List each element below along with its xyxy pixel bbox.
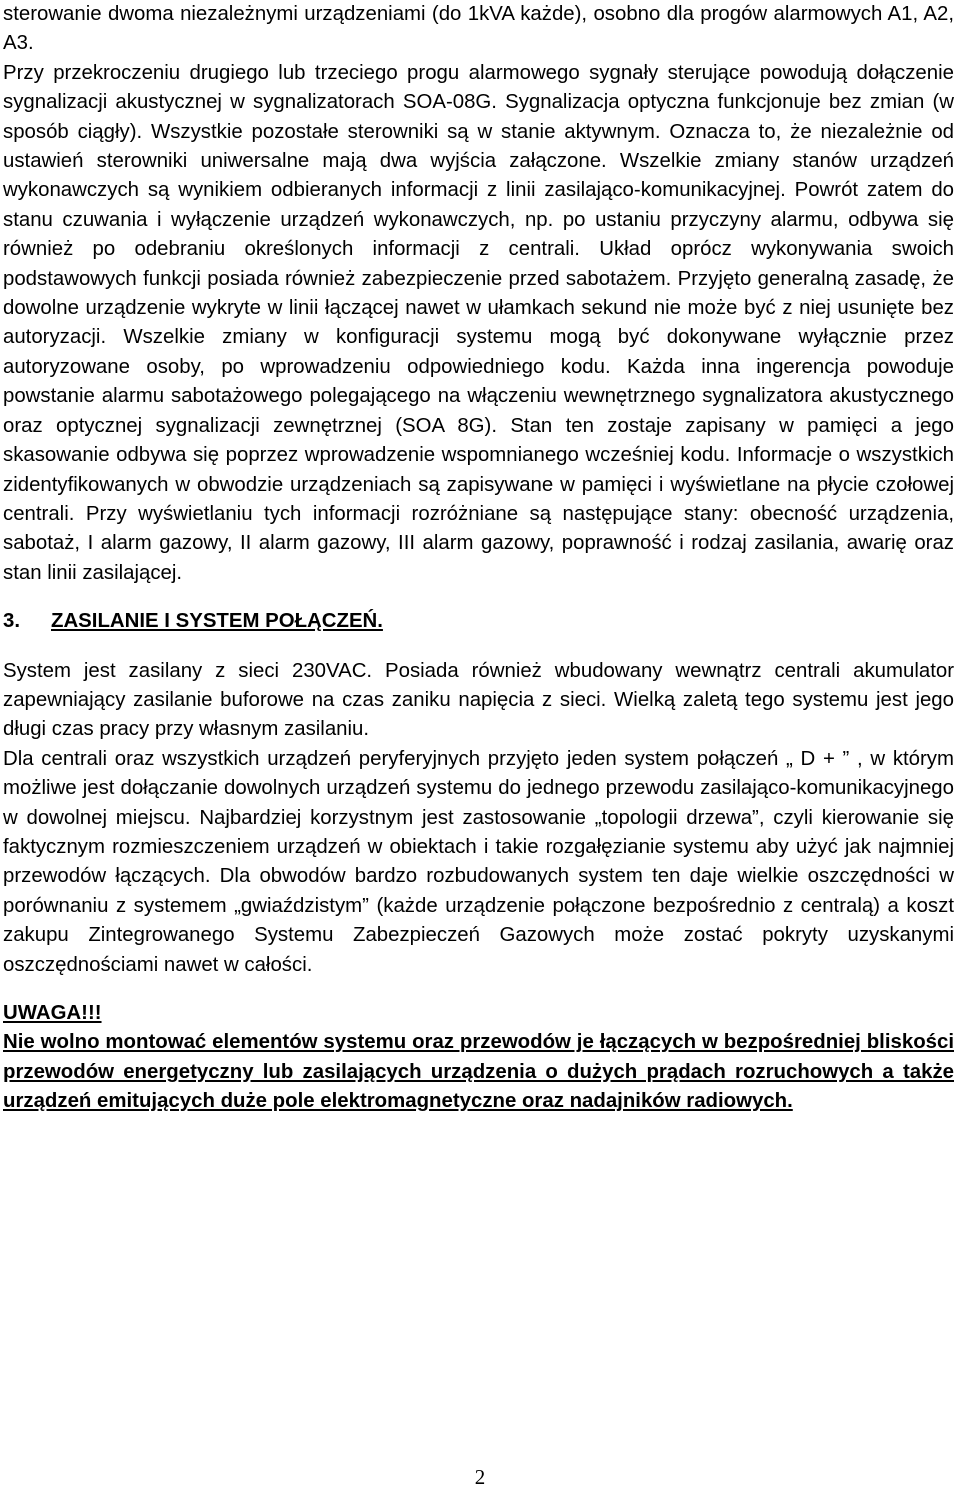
- paragraph-intro: sterowanie dwoma niezależnymi urządzeniami (do 1kVA każde), osobno dla progów alarmowych A1, A2, A3.: [3, 3, 954, 55]
- section-title: ZASILANIE I SYSTEM POŁĄCZEŃ.: [51, 610, 383, 633]
- section-heading: [3, 607, 954, 636]
- warning-title: UWAGA!!!: [3, 1002, 102, 1024]
- page-number: 2: [474, 1465, 486, 1489]
- document-page: [3, 0, 954, 1117]
- paragraph-connection-system: Dla centrali oraz wszystkich urządzeń peryferyjnych przyjęto jeden system połączeń „ D + ” , w którym możliwe jest dołączanie dowolnych urządzeń systemu do jednego przewodu zasilająco-komunikacyjnego w dowolnej miejscu. Najbardziej korzystnym jest zastosowanie „topologii drzewa”, czyli kierowanie się faktycznym rozmieszczeniem urządzeń w obiektach i takie rozgałęzianie systemu aby użyć jak najmniej przewodów łączących. Dla obwodów bardzo rozbudowanych system ten daje wielkie oszczędności w porównaniu z systemem „gwiaździstym” (każde urządzenie połączone bezpośrednio z centralą) a koszt zakupu Zintegrowanego Systemu Zabezpieczeń Gazowych może zostać pokryty uzyskanymi oszczędnościami nawet w całości.: [3, 747, 954, 976]
- paragraph-power-supply: System jest zasilany z sieci 230VAC. Posiada również wbudowany wewnątrz centrali akumulator zapewniający zasilanie buforowe na czas zaniku napięcia z sieci. Wielką zaletą tego systemu jest jego długi czas pracy przy własnym zasilaniu.: [3, 659, 954, 741]
- warning-text: Nie wolno montować elementów systemu oraz przewodów je łączących w bezpośredniej bliskości przewodów energetyczny lub zasilających urządzenia o dużych prądach rozruchowych a także urządzeń emitujących duże pole elektromagnetyczne oraz nadajników radiowych.: [3, 1031, 954, 1113]
- paragraph-alarm-description: Przy przekroczeniu drugiego lub trzeciego progu alarmowego sygnały sterujące powodują dołączenie sygnalizacji akustycznej w sygnalizatorach SOA-08G. Sygnalizacja optyczna funkcjonuje bez zmian (w sposób ciągły). Wszystkie pozostałe sterowniki są w stanie aktywnym. Oznacza to, że niezależnie od ustawień sterowniki uniwersalne mają dwa wyjścia załączone. Wszelkie zmiany stanów urządzeń wykonawczych są wynikiem odbieranych informacji z linii zasilająco-komunikacyjnej. Powrót zatem do stanu czuwania i wyłączenie urządzeń wykonawczych, np. po ustaniu przyczyny alarmu, odbywa się również po odebraniu określonych informacji z centrali. Układ oprócz wykonywania swoich podstawowych funkcji posiada również zabezpieczenie przed sabotażem. Przyjęto generalną zasadę, że dowolne urządzenie wykryte w linii łączącej nawet w ułamkach sekund nie może być z niej usunięte bez autoryzacji. Wszelkie zmiany w konfiguracji systemu mogą być dokonywane wyłącznie przez autoryzowane osoby, po wprowadzeniu odpowiedniego kodu. Każda inna ingerencja powoduje powstanie alarmu sabotażowego polegającego na włączeniu wewnętrznego sygnalizatora akustycznego oraz optycznej sygnalizacji zewnętrznej (SOA 8G). Stan ten zostaje zapisany w pamięci a jego skasowanie odbywa się poprzez wprowadzenie wspomnianego wcześniej kodu. Informacje o wszystkich zidentyfikowanych w obwodzie urządzeniach są zapisywane w pamięci i wyświetlane na płycie czołowej centrali. Przy wyświetlaniu tych informacji rozróżniane są następujące stany: obecność urządzenia, sabotaż, I alarm gazowy, II alarm gazowy, III alarm gazowy, poprawność i rodzaj zasilania, awarię oraz stan linii zasilającej.: [3, 61, 954, 584]
- section-number: 3.: [3, 610, 21, 633]
